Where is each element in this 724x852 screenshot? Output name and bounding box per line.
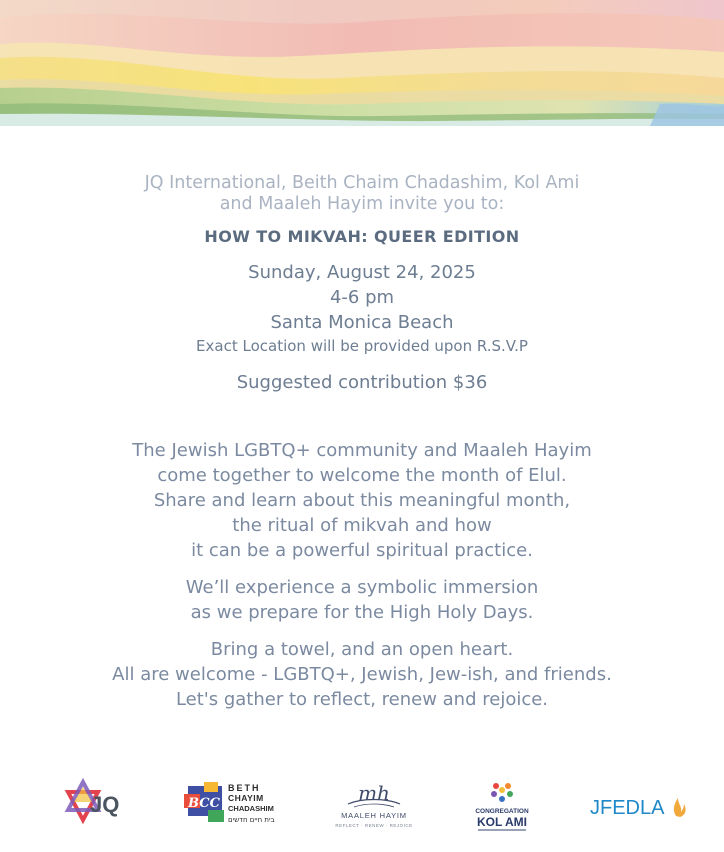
description-paragraph-1 [0, 438, 724, 563]
bcc-line3: CHADASHIM [228, 804, 274, 813]
maaleh-hayim-logo [334, 776, 414, 834]
event-time: 4-6 pm [329, 287, 395, 308]
bcc-logo [182, 780, 282, 832]
bcc-mark: BCC [188, 796, 220, 811]
location-note: Exact Location will be provided upon R.S.V.P [196, 337, 528, 355]
event-details [0, 260, 724, 358]
description-paragraph-3 [0, 637, 724, 712]
event-place: Santa Monica Beach [270, 312, 454, 333]
bcc-hebrew: בית חיים חדשים [228, 816, 275, 824]
description-line: All are welcome - LGBTQ+, Jewish, Jew-ish, and friends. [112, 664, 612, 685]
bcc-line2: CHAYIM [228, 793, 264, 803]
description-paragraph-2 [0, 575, 724, 625]
description-line: it can be a powerful spiritual practice. [191, 540, 533, 561]
flame-icon [674, 798, 686, 817]
jq-logo [64, 778, 130, 832]
maaleh-mark: mh [358, 781, 390, 805]
description-line: Bring a towel, and an open heart. [210, 639, 514, 660]
event-date: Sunday, August 24, 2025 [248, 262, 476, 283]
jfedla-logo [588, 790, 688, 822]
kol-ami-line2: KOL AMI [477, 815, 527, 829]
description-line: The Jewish LGBTQ+ community and Maaleh Hayim [132, 440, 592, 461]
description-line: Share and learn about this meaningful month, [153, 490, 571, 511]
description-line: the ritual of mikvah and how [232, 515, 492, 536]
sponsor-logos [0, 768, 724, 838]
description-line: come together to welcome the month of Elul. [157, 465, 567, 486]
event-title: HOW TO MIKVAH: QUEER EDITION [204, 227, 520, 246]
description-line: as we prepare for the High Holy Days. [190, 602, 534, 623]
description-line: Let's gather to reflect, renew and rejoice. [175, 689, 549, 710]
kol-ami-logo [470, 776, 534, 836]
maaleh-name: MAALEH HAYIM [341, 811, 407, 820]
invite-text [0, 173, 724, 215]
maaleh-tagline: REFLECT · RENEW · REJOICE [335, 823, 413, 828]
contribution: Suggested contribution $36 [236, 372, 488, 393]
kol-ami-line1: CONGREGATION [475, 808, 529, 815]
invite-line: and Maaleh Hayim invite you to: [219, 194, 505, 214]
watercolor-banner [0, 0, 724, 126]
jfedla-text: JFEDLA [590, 797, 665, 819]
description-line: We’ll experience a symbolic immersion [185, 577, 539, 598]
bcc-line1: BETH [228, 783, 261, 793]
invite-line: JQ International, Beith Chaim Chadashim, Kol Ami [144, 173, 580, 193]
jq-logo-text: JQ [90, 792, 120, 817]
